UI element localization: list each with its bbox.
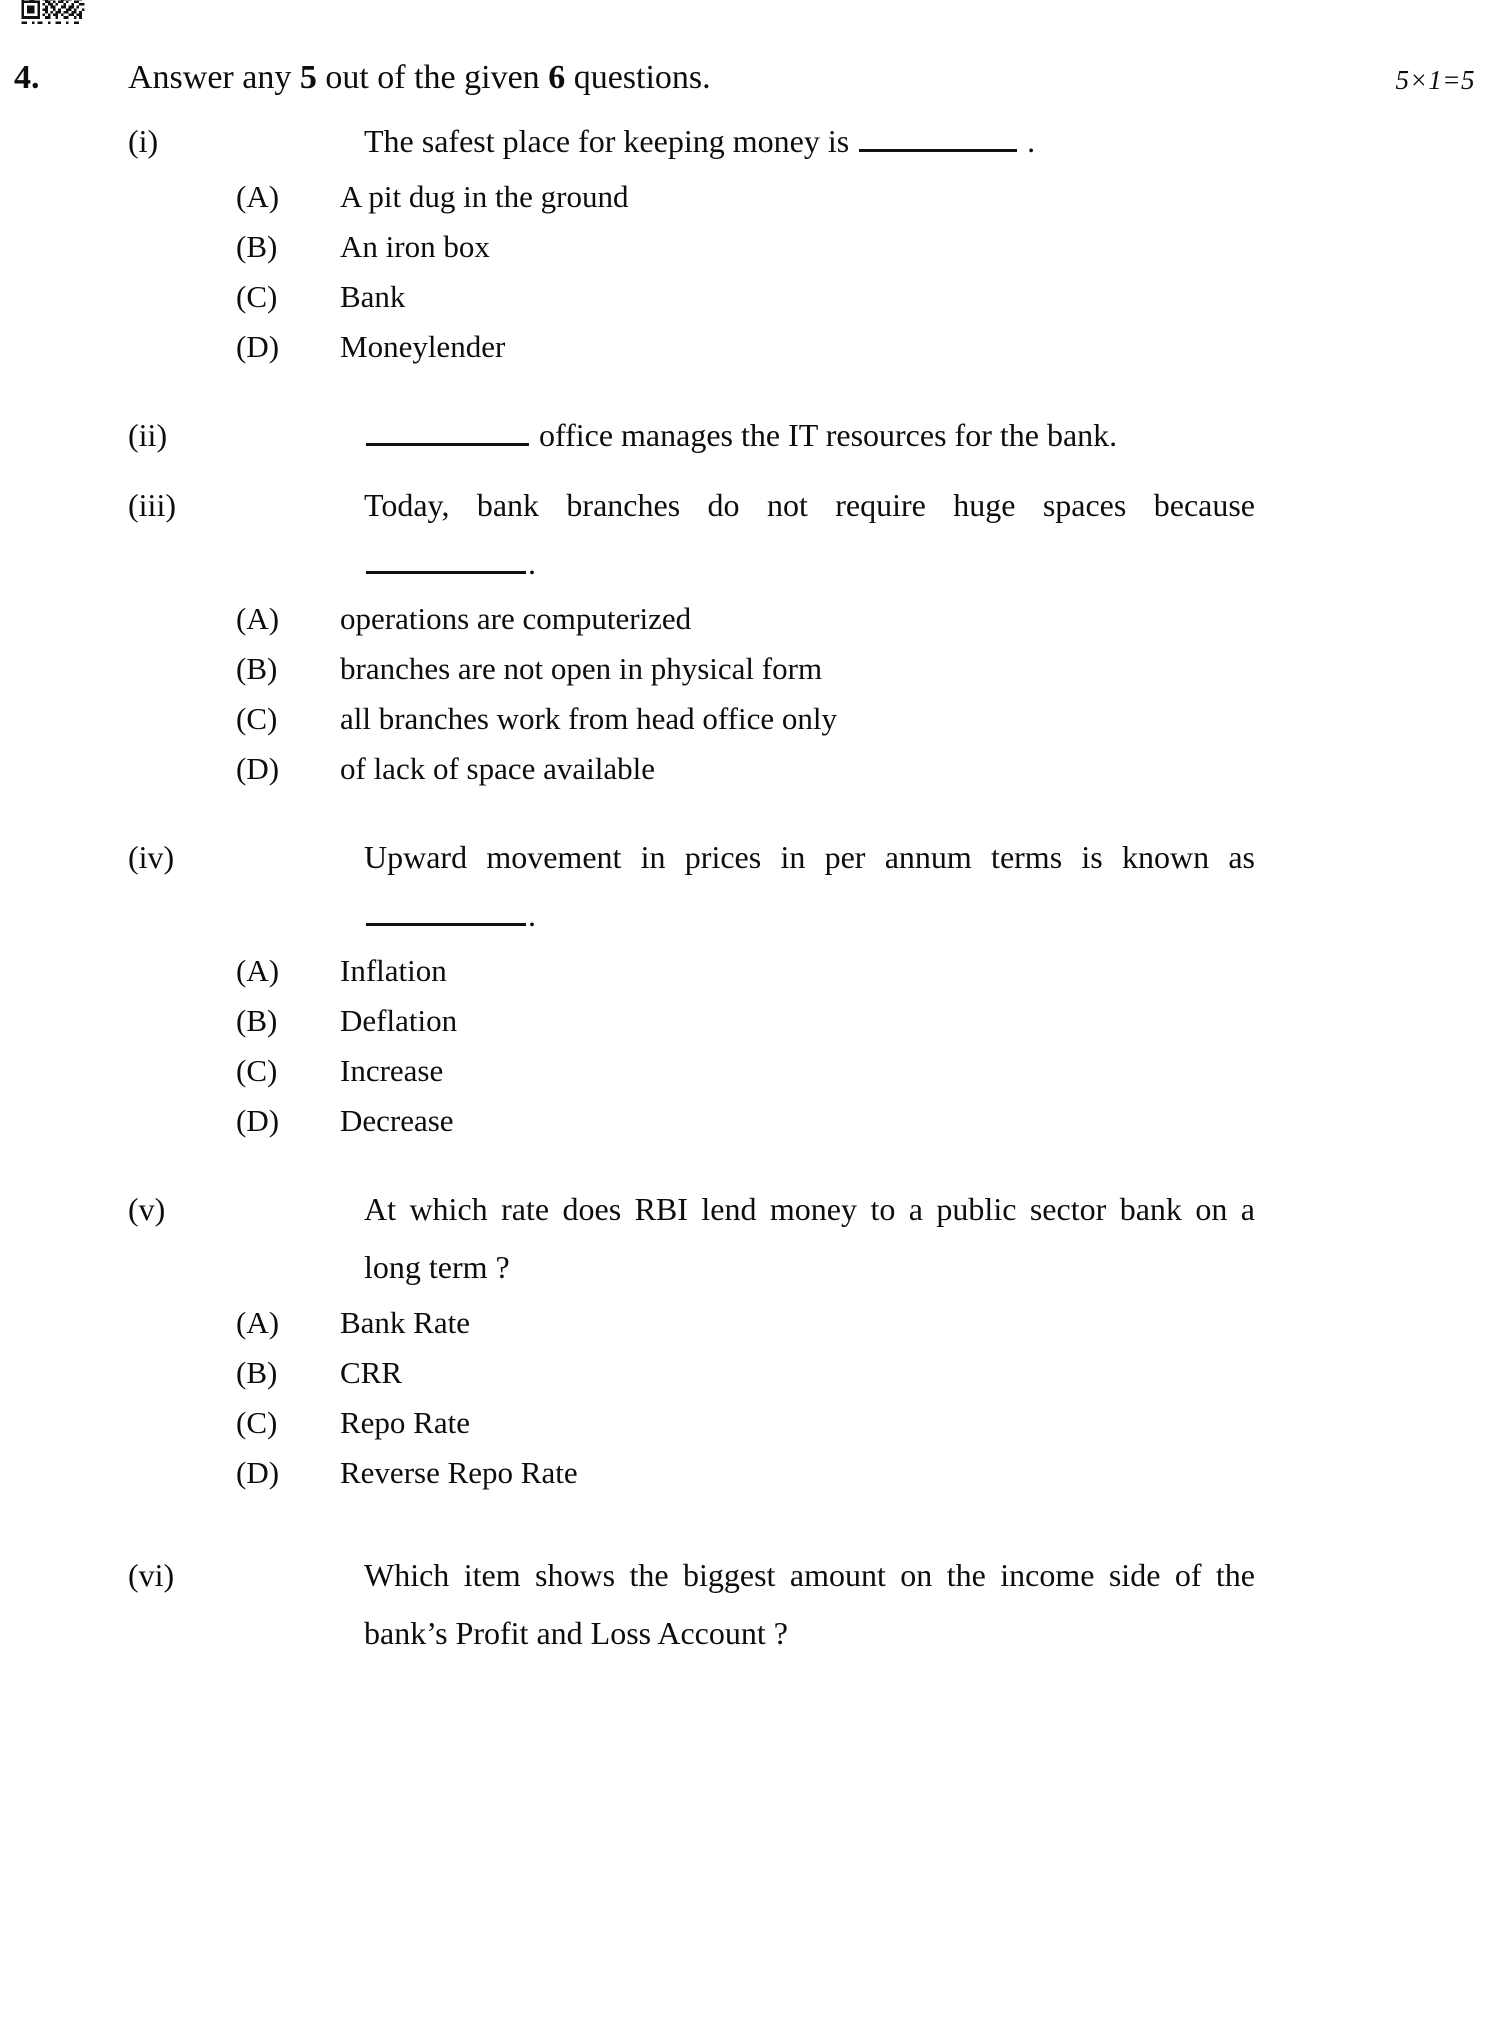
stem-line-1: Upward movement in prices in per annum terms is known as — [364, 839, 1255, 875]
option-item[interactable] — [0, 272, 1505, 322]
option-label: (C) — [236, 279, 278, 314]
sub-question-iv — [0, 828, 1505, 1146]
option-label: (C) — [236, 1405, 278, 1440]
option-label: (A) — [236, 601, 280, 636]
sub-question-stem — [364, 476, 1405, 592]
stem-text-after-blank: office manages the IT resources for the bank. — [531, 417, 1118, 453]
option-label: (B) — [236, 1355, 278, 1390]
option-text: An iron box — [340, 229, 490, 264]
instruction-suffix: questions. — [565, 59, 711, 96]
option-item[interactable] — [0, 694, 1505, 744]
option-text: all branches work from head office only — [340, 701, 837, 736]
option-label: (C) — [236, 1053, 278, 1088]
sub-question-stem — [364, 406, 1405, 464]
option-item[interactable] — [0, 1398, 1505, 1448]
option-list — [0, 946, 1505, 1146]
stem-line-2 — [364, 886, 1255, 944]
sub-question-stem — [364, 828, 1405, 944]
option-text: Deflation — [340, 1003, 458, 1038]
stem-line-2: bank’s Profit and Loss Account ? — [364, 1615, 788, 1651]
option-item[interactable] — [0, 594, 1505, 644]
option-text: Reverse Repo Rate — [340, 1455, 578, 1490]
sub-question-stem — [364, 1180, 1405, 1296]
fill-in-blank — [366, 414, 529, 446]
sub-question-i — [0, 112, 1505, 372]
option-item[interactable] — [0, 996, 1505, 1046]
sub-question-label: (vi) — [128, 1557, 175, 1593]
stem-line-1: At which rate does RBI lend money to a public sector bank on a — [364, 1191, 1255, 1227]
option-item[interactable] — [0, 644, 1505, 694]
sub-question-label: (i) — [128, 123, 159, 159]
question-instruction — [128, 56, 711, 100]
option-label: (C) — [236, 701, 278, 736]
sub-question-stem — [364, 112, 1405, 170]
sub-question-label: (ii) — [128, 417, 168, 453]
sub-question-label: (iii) — [128, 487, 176, 523]
option-text: Moneylender — [340, 329, 506, 364]
fill-in-blank — [366, 542, 526, 574]
option-item[interactable] — [0, 1096, 1505, 1146]
option-text: Inflation — [340, 953, 447, 988]
qr-code-icon — [14, 0, 92, 48]
marks-allocation: 5×1=5 — [1395, 65, 1475, 95]
stem-line-2-text: . — [528, 897, 536, 933]
option-item[interactable] — [0, 322, 1505, 372]
stem-line-1: Today, bank branches do not require huge spaces because — [364, 487, 1255, 523]
option-label: (D) — [236, 329, 280, 364]
option-label: (D) — [236, 751, 280, 786]
option-text: Increase — [340, 1053, 444, 1088]
question-list — [0, 112, 1505, 1662]
sub-question-label: (iv) — [128, 839, 175, 875]
option-text: CRR — [340, 1355, 403, 1390]
sub-question-vi — [0, 1546, 1505, 1662]
option-item[interactable] — [0, 222, 1505, 272]
question-header — [0, 56, 1505, 106]
fill-in-blank — [366, 894, 526, 926]
option-item[interactable] — [0, 1448, 1505, 1498]
option-text: branches are not open in physical form — [340, 651, 823, 686]
option-text: Bank Rate — [340, 1305, 470, 1340]
sub-question-label: (v) — [128, 1191, 166, 1227]
option-label: (D) — [236, 1455, 280, 1490]
option-label: (B) — [236, 651, 278, 686]
option-text: of lack of space available — [340, 751, 655, 786]
stem-text-after-blank: . — [1019, 123, 1036, 159]
stem-text-before-blank: The safest place for keeping money is — [364, 123, 858, 159]
option-item[interactable] — [0, 172, 1505, 222]
sub-question-ii — [0, 406, 1505, 464]
option-item[interactable] — [0, 946, 1505, 996]
option-label: (B) — [236, 229, 278, 264]
option-item[interactable] — [0, 744, 1505, 794]
option-label: (A) — [236, 1305, 280, 1340]
option-text: Bank — [340, 279, 406, 314]
option-list — [0, 1298, 1505, 1498]
instruction-count-answer: 5 — [299, 59, 317, 96]
option-label: (D) — [236, 1103, 280, 1138]
option-item[interactable] — [0, 1046, 1505, 1096]
stem-line-2-text: . — [528, 545, 536, 581]
option-label: (A) — [236, 953, 280, 988]
sub-question-stem — [364, 1546, 1405, 1662]
option-text: Decrease — [340, 1103, 454, 1138]
stem-line-1: Which item shows the biggest amount on the income side of the — [364, 1557, 1255, 1593]
option-label: (A) — [236, 179, 280, 214]
option-item[interactable] — [0, 1298, 1505, 1348]
option-label: (B) — [236, 1003, 278, 1038]
instruction-count-total: 6 — [548, 59, 566, 96]
sub-question-v — [0, 1180, 1505, 1498]
stem-line-2: long term ? — [364, 1249, 510, 1285]
instruction-prefix: Answer any — [128, 59, 300, 96]
option-list — [0, 594, 1505, 794]
option-text: operations are computerized — [340, 601, 692, 636]
option-text: Repo Rate — [340, 1405, 470, 1440]
option-text: A pit dug in the ground — [340, 179, 629, 214]
question-number: 4. — [14, 59, 40, 96]
sub-question-iii — [0, 476, 1505, 794]
stem-line-2 — [364, 534, 1255, 592]
option-item[interactable] — [0, 1348, 1505, 1398]
fill-in-blank — [859, 120, 1017, 152]
instruction-middle: out of the given — [316, 59, 549, 96]
option-list — [0, 172, 1505, 372]
